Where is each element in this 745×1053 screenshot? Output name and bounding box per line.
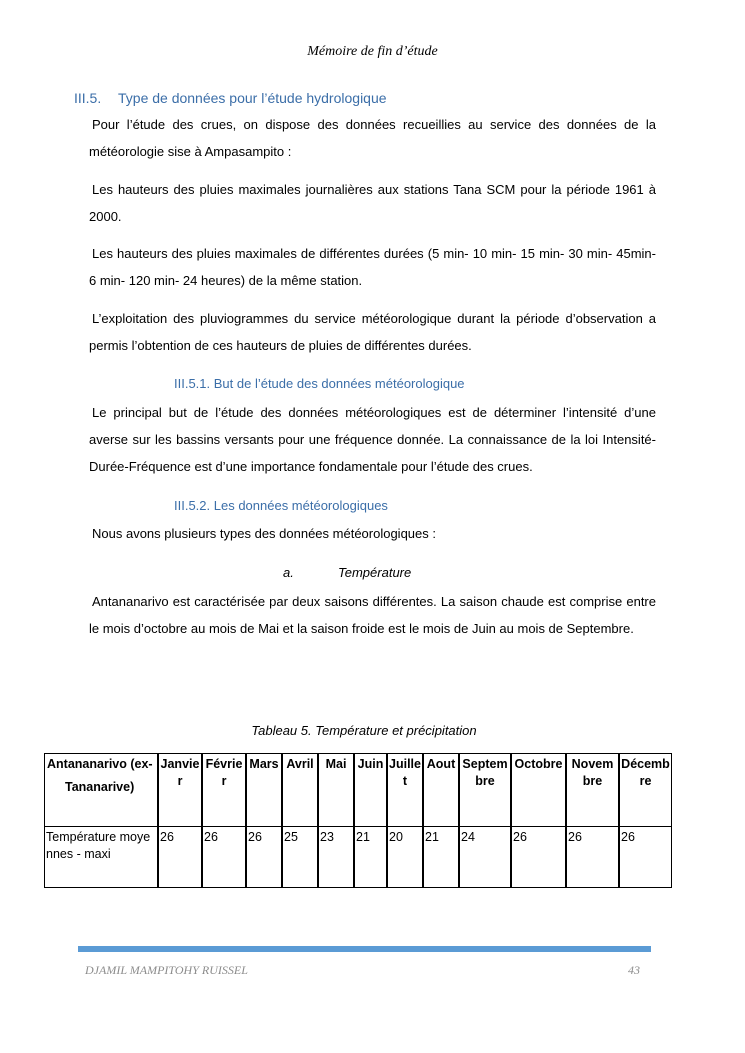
temperature-table — [44, 753, 672, 888]
month-header: Décembre — [620, 754, 671, 827]
paragraph-4: L’exploitation des pluviogrammes du service météorologique durant la période d’observation a permis l’obtention de ces hauteurs de pluies de différentes durées. — [89, 311, 656, 353]
value-cell: 25 — [283, 827, 319, 887]
footer-author: DJAMIL MAMPITOHY RUISSEL — [85, 963, 248, 977]
minor-heading-number: a. — [283, 565, 294, 580]
footer-divider — [78, 946, 651, 952]
paragraph-2: Les hauteurs des pluies maximales journalières aux stations Tana SCM pour la période 1961 à 2000. — [89, 182, 656, 224]
page-header: Mémoire de fin d’étude — [307, 44, 438, 59]
paragraph-6: Nous avons plusieurs types des données météorologiques : — [92, 526, 436, 541]
month-header: Mars — [247, 754, 283, 827]
row-header-line1: Antananarivo (ex- — [47, 757, 153, 771]
section-number: III.5. — [74, 90, 102, 106]
month-header: Janvier — [159, 754, 203, 827]
value-cell: 21 — [424, 827, 460, 887]
subsection-heading-2: III.5.2. Les données météorologiques — [174, 498, 388, 513]
table-caption: Tableau 5. Température et précipitation — [251, 723, 477, 738]
minor-heading — [283, 565, 411, 580]
paragraph-1: Pour l’étude des crues, on dispose des données recueillies au service des données de la météorologie sise à Ampasampito : — [89, 117, 656, 159]
paragraph-5: Le principal but de l’étude des données météorologiques est de déterminer l’intensité d’une averse sur les bassins versants pour une fréquence donnée. La connaissance de la loi Intensité-Durée-Fréquence est d’une importance fondamentale pour l’étude des crues. — [89, 405, 656, 474]
value-cell: 24 — [460, 827, 512, 887]
row-label: Température moyennes - maxi — [45, 827, 159, 887]
minor-heading-title: Température — [338, 565, 412, 580]
month-header: Juin — [355, 754, 388, 827]
table-row-header — [45, 754, 159, 827]
month-header: Juillet — [388, 754, 424, 827]
value-cell: 23 — [319, 827, 355, 887]
page-number: 43 — [628, 963, 640, 977]
table-header-row — [45, 754, 671, 827]
row-header-line2: Tananarive) — [65, 780, 135, 794]
section-title: Type de données pour l’étude hydrologique — [118, 90, 387, 106]
month-header: Février — [203, 754, 247, 827]
value-cell: 26 — [567, 827, 620, 887]
month-header: Mai — [319, 754, 355, 827]
value-cell: 26 — [247, 827, 283, 887]
value-cell: 20 — [388, 827, 424, 887]
month-header: Octobre — [512, 754, 567, 827]
value-cell: 26 — [203, 827, 247, 887]
month-header: Avril — [283, 754, 319, 827]
month-header: Novembre — [567, 754, 620, 827]
value-cell: 26 — [621, 830, 635, 844]
month-header: Septembre — [460, 754, 512, 827]
value-cell: 26 — [159, 827, 203, 887]
section-heading — [74, 90, 387, 106]
subsection-heading-1: III.5.1. But de l’étude des données météorologique — [174, 376, 465, 391]
paragraph-7: Antananarivo est caractérisée par deux saisons différentes. La saison chaude est comprise entre le mois d’octobre au mois de Mai et la saison froide est le mois de Juin au mois de Septembre. — [89, 594, 656, 636]
month-header: Aout — [424, 754, 460, 827]
table-row-temperature — [45, 827, 671, 887]
value-cell: 26 — [512, 827, 567, 887]
paragraph-3: Les hauteurs des pluies maximales de différentes durées (5 min- 10 min- 15 min- 30 min- 45min- 6 min- 120 min- 24 heures) de la même station. — [89, 246, 656, 288]
value-cell: 21 — [355, 827, 388, 887]
